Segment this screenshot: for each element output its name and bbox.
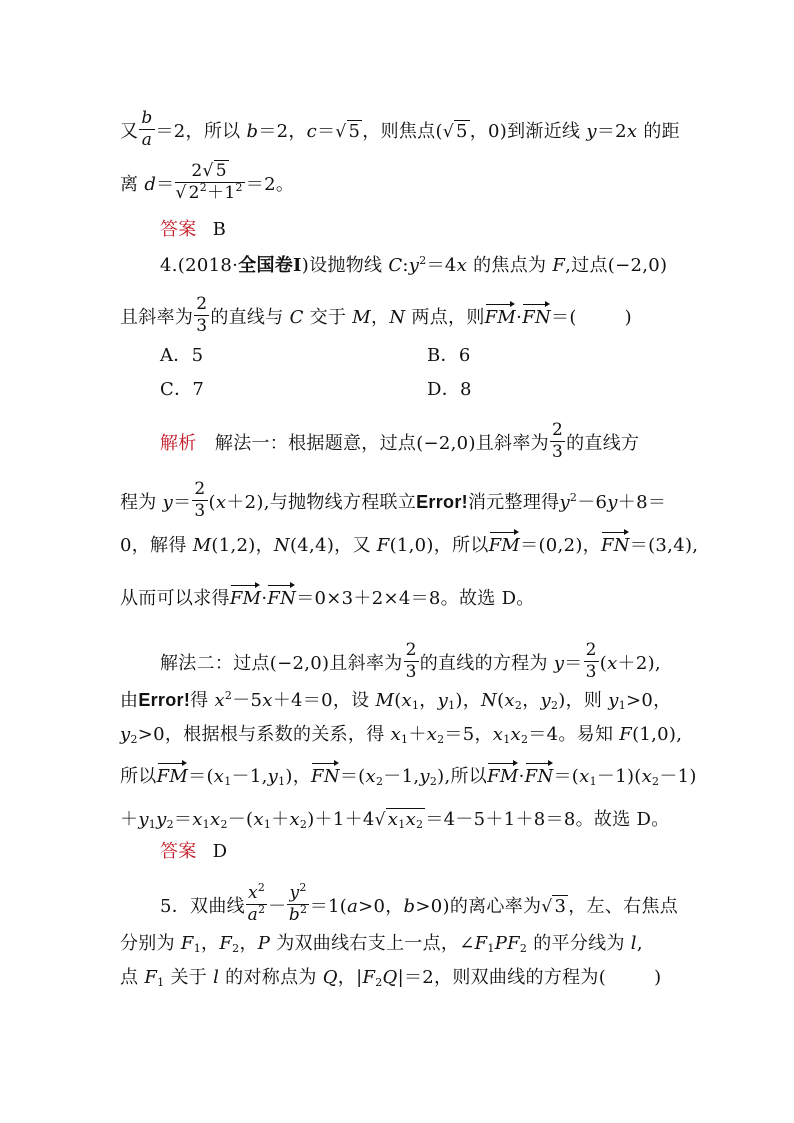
option-c: C．7 — [160, 379, 205, 400]
answer-line-q3 — [160, 221, 226, 239]
solution-line-1: 又 $\frac{b}{a}$ ＝2，所以 b＝2，c＝√ 5 ，则焦点(√ 5 ，0)到渐近线 y＝2x 的距 — [120, 108, 680, 150]
question-5-line-2: 分别为 $F_1$，$F_2$，P 为双曲线右支上一点，$\angle F_1PF_2$ 的平分线为 l, — [120, 933, 643, 955]
answer-label: 答案 — [160, 219, 197, 240]
option-d: D．8 — [427, 379, 472, 400]
answer-value: B — [212, 219, 227, 240]
method-2-line-3: $y_2>0$，根据根与系数的关系，得 $x_1+x_2=5$，$x_1x_2=4$。易知 F(1,0), — [120, 724, 683, 746]
analysis-line-2: 程为 y＝ $\frac{2}{3}$ (x＋2),与抛物线方程联立Error!消元整理得$y^2-6y+8=$ — [120, 479, 667, 521]
option-a: A．5 — [160, 345, 204, 366]
analysis-line-3: 0，解得 M(1,2)，N(4,4)，又 F(1,0)，所以FM＝(0,2)，FN＝(3,4), — [120, 535, 699, 556]
option-b: B．6 — [427, 345, 471, 366]
method-2-line-4: 所以$FM=(x_1-1,y_1)$，$FN=(x_2-1,y_2)$,所以$FM\cdot FN=(x_1-1)(x_2-1)$ — [120, 766, 697, 788]
question-5-line-3: 点 $F_1$ 关于 l 的对称点为 Q，$|F_2Q|=2$，则双曲线的方程为( ) — [120, 967, 662, 989]
method-2-line-2: 由Error!得 $x^2-5x+4=0$，设 $M(x_1$，$y_1$)，$N(x_2$，$y_2$)，则 $y_1>0$， — [120, 689, 672, 712]
answer-value: D — [212, 841, 228, 862]
question-4-line-1: 4.(2018·全国卷Ⅰ)设抛物线 $C:y^2=4x$ 的焦点为 F,过点(−2,0) — [160, 254, 668, 276]
question-4-line-2: 且斜率为 $\frac{2}{3}$ 的直线与 C 交于 M，N 两点，则FM·FN＝( ) — [120, 294, 632, 336]
solution-line-2: 离 d＝ $\frac{2√ 5}{√ 2^2+1^2}$ ＝2。 — [120, 161, 295, 203]
analysis-label: 解析 — [160, 432, 197, 454]
method-2-line-5: $+y_1y_2=x_1x_2-(x_1+x_2)+1+4√$ $x_1x_2 =4-5+1+8=8$。故选 D。 — [120, 809, 670, 831]
question-5-line-1: 5．双曲线 $\frac{x^2}{a^2}$ － $\frac{y^2}{b^2}$ ＝1(a>0，b>0)的离心率为√ 3 ，左、右焦点 — [160, 881, 679, 925]
analysis-line-1: 解析 解法一：根据题意，过点(−2,0)且斜率为 $\frac{2}{3}$ 的直线方 — [160, 420, 640, 462]
answer-line-q4 — [160, 843, 227, 861]
answer-label: 答案 — [160, 841, 197, 862]
analysis-line-4: 从而可以求得FM·FN＝0×3＋2×4＝8。故选 D。 — [120, 588, 535, 609]
method-2-line-1: 解法二：过点(−2,0)且斜率为 $\frac{2}{3}$ 的直线的方程为 y＝ $\frac{2}{3}$ (x＋2), — [160, 640, 661, 682]
